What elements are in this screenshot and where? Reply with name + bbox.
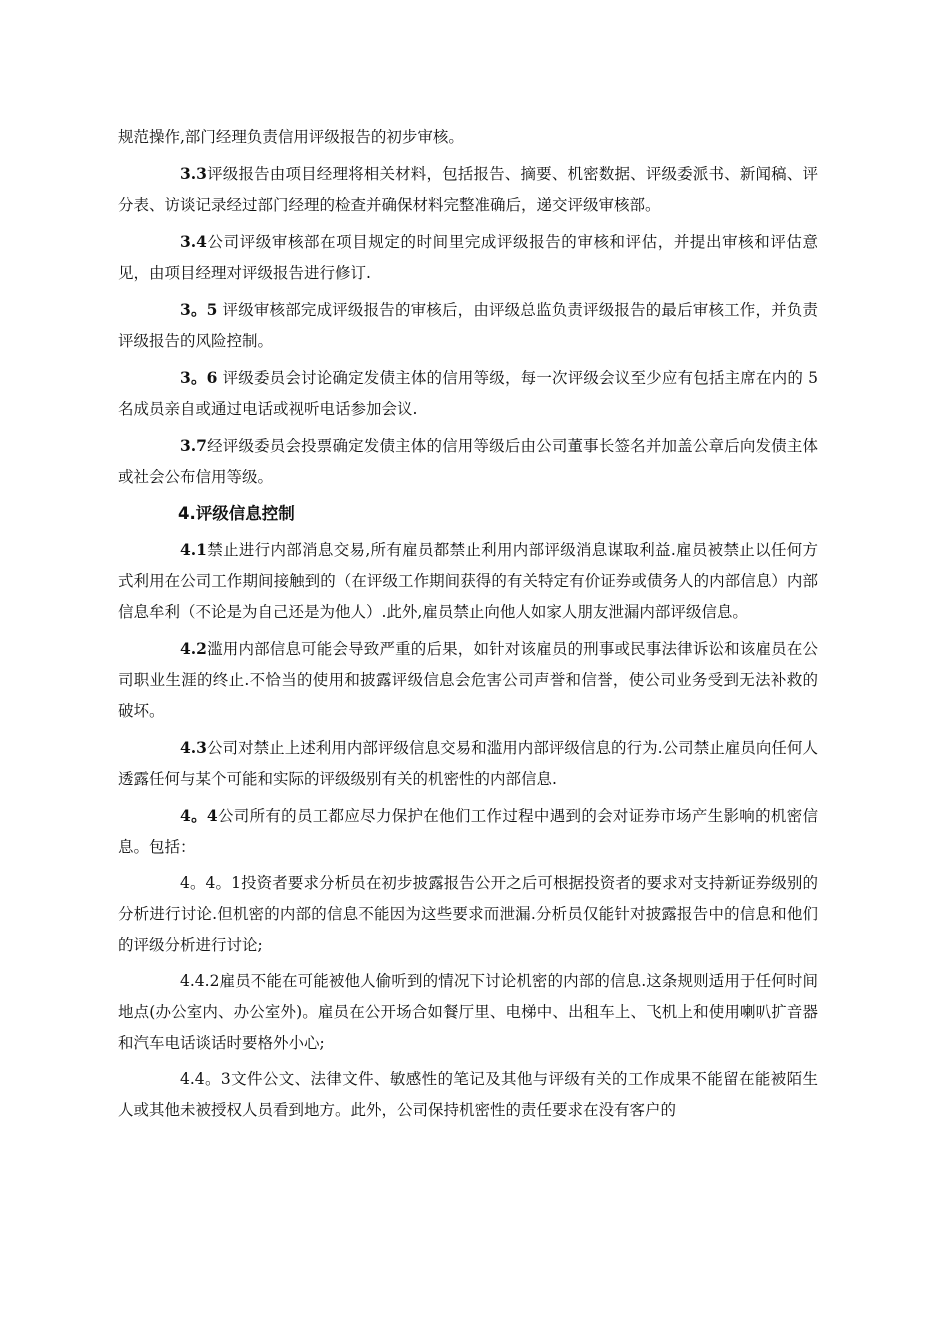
paragraph-4-3 [118,732,818,795]
paragraph-3-6 [118,362,818,425]
paragraph-text: 公司所有的员工都应尽力保护在他们工作过程中遇到的会对证券市场产生影响的机密信息。包括： [118,807,818,856]
paragraph-3-3 [118,158,818,221]
paragraph-text: 评级报告由项目经理将相关材料，包括报告、摘要、机密数据、评级委派书、新闻稿、评分表、访谈记录经过部门经理的检查并确保材料完整准确后，递交评级审核部。 [118,165,818,214]
section-heading: 4.评级信息控制 [178,504,295,523]
paragraph-text: 雇员不能在可能被他人偷听到的情况下讨论机密的内部的信息.这条规则适用于任何时间地点(办公室内、办公室外)。雇员在公开场合如餐厅里、电梯中、出租车上、飞机上和使用喇叭扩音器和汽车电话谈话时要格外小心; [118,972,818,1052]
paragraph-number: 3.3 [180,164,207,183]
paragraph-4-2 [118,633,818,727]
paragraph-number: 3.7 [180,436,207,455]
paragraph-continuation [118,122,818,153]
paragraph-3-7 [118,430,818,493]
paragraph-text: 滥用内部信息可能会导致严重的后果，如针对该雇员的刑事或民事法律诉讼和该雇员在公司职业生涯的终止.不恰当的使用和披露评级信息会危害公司声誉和信誉，使公司业务受到无法补救的破坏。 [118,640,818,720]
paragraph-text: 评级委员会讨论确定发债主体的信用等级，每一次评级会议至少应有包括主席在内的 5 名成员亲自或通过电话或视听电话参加会议. [118,369,818,418]
paragraph-text: 公司对禁止上述利用内部评级信息交易和滥用内部评级信息的行为.公司禁止雇员向任何人透露任何与某个可能和实际的评级级别有关的机密性的内部信息. [118,739,818,788]
paragraph-text: 禁止进行内部消息交易,所有雇员都禁止利用内部评级消息谋取利益.雇员被禁止以任何方式利用在公司工作期间接触到的（在评级工作期间获得的有关特定有价证券或债务人的内部信息）内部信息牟利（不论是为自己还是为他人）.此外,雇员禁止向他人如家人朋友泄漏内部评级信息。 [118,541,818,621]
paragraph-number: 4.1 [180,540,207,559]
paragraph-number: 3.4 [180,232,207,251]
paragraph-number: 4.4。3 [180,1070,231,1088]
paragraph-3-4 [118,226,818,289]
paragraph-number: 4.3 [180,738,207,757]
paragraph-text: 投资者要求分析员在初步披露报告公开之后可根据投资者的要求对支持新证券级别的分析进行讨论.但机密的内部的信息不能因为这些要求而泄漏.分析员仅能针对披露报告中的信息和他们的评级分析进行讨论; [118,874,818,954]
paragraph-text: 经评级委员会投票确定发债主体的信用等级后由公司董事长签名并加盖公章后向发债主体或社会公布信用等级。 [118,437,818,486]
paragraph-number: 3。6 [180,368,218,387]
paragraph-text: 评级审核部完成评级报告的审核后，由评级总监负责评级报告的最后审核工作，并负责评级报告的风险控制。 [118,301,818,350]
paragraph-number: 4。4 [180,806,218,825]
paragraph-number: 4.2 [180,639,207,658]
paragraph-number: 4.4.2 [180,972,220,990]
paragraph-4-4 [118,800,818,863]
paragraph-3-5 [118,294,818,357]
paragraph-4-4-1 [118,868,818,961]
document-body [118,122,818,1131]
paragraph-text: 公司评级审核部在项目规定的时间里完成评级报告的审核和评估，并提出审核和评估意见，由项目经理对评级报告进行修订. [118,233,818,282]
paragraph-text: 文件公文、法律文件、敏感性的笔记及其他与评级有关的工作成果不能留在能被陌生人或其他未被授权人员看到地方。此外，公司保持机密性的责任要求在没有客户的 [118,1070,818,1119]
paragraph-4-4-2 [118,966,818,1059]
paragraph-number: 3。5 [180,300,218,319]
paragraph-text: 规范操作,部门经理负责信用评级报告的初步审核。 [118,128,464,146]
paragraph-4-4-3 [118,1064,818,1126]
paragraph-number: 4。4。1 [180,874,241,892]
paragraph-4-1 [118,534,818,628]
